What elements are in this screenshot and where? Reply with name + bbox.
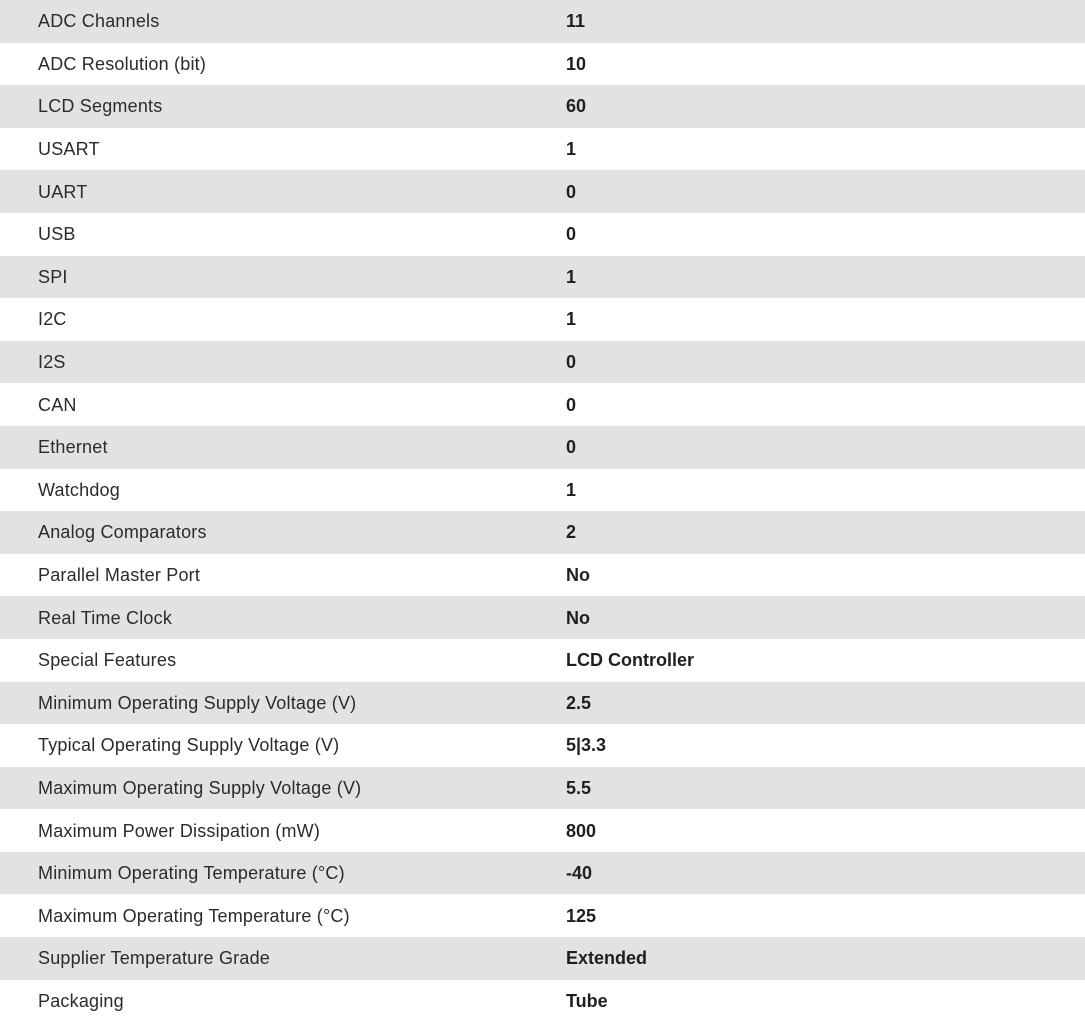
spec-value: 5|3.3 <box>566 735 607 756</box>
spec-row <box>0 937 1085 980</box>
spec-label: Maximum Power Dissipation (mW) <box>38 820 321 841</box>
spec-label: Analog Comparators <box>38 522 207 543</box>
spec-label: LCD Segments <box>38 96 163 117</box>
spec-value: 10 <box>566 53 587 74</box>
spec-row <box>0 596 1085 639</box>
spec-value: 800 <box>566 820 597 841</box>
spec-value: 0 <box>566 224 577 245</box>
spec-label: Real Time Clock <box>38 607 173 628</box>
spec-row <box>0 554 1085 597</box>
spec-value: 125 <box>566 905 597 926</box>
spec-value: 1 <box>566 479 577 500</box>
spec-value: 5.5 <box>566 777 592 798</box>
spec-value: 0 <box>566 352 577 373</box>
spec-row <box>0 0 1085 43</box>
spec-row <box>0 128 1085 171</box>
spec-label: USB <box>38 224 76 245</box>
spec-row <box>0 85 1085 128</box>
spec-label: SPI <box>38 266 68 287</box>
spec-label: Parallel Master Port <box>38 565 201 586</box>
spec-label: Watchdog <box>38 479 120 500</box>
spec-label: Minimum Operating Supply Voltage (V) <box>38 692 357 713</box>
spec-label: Supplier Temperature Grade <box>38 948 270 969</box>
spec-label: Maximum Operating Supply Voltage (V) <box>38 777 362 798</box>
spec-label: USART <box>38 139 100 160</box>
spec-value: 1 <box>566 309 577 330</box>
spec-row <box>0 341 1085 384</box>
spec-row <box>0 256 1085 299</box>
spec-value: 2.5 <box>566 692 592 713</box>
spec-label: Typical Operating Supply Voltage (V) <box>38 735 340 756</box>
spec-row <box>0 298 1085 341</box>
spec-row <box>0 213 1085 256</box>
spec-value: Tube <box>566 990 608 1011</box>
spec-label: Ethernet <box>38 437 108 458</box>
spec-value: 60 <box>566 96 587 117</box>
spec-label: I2S <box>38 352 66 373</box>
spec-row <box>0 724 1085 767</box>
spec-label: Packaging <box>38 990 124 1011</box>
spec-row <box>0 682 1085 725</box>
spec-value: 2 <box>566 522 577 543</box>
spec-value: 0 <box>566 394 577 415</box>
spec-label: Special Features <box>38 650 177 671</box>
spec-row <box>0 639 1085 682</box>
spec-label: ADC Resolution (bit) <box>38 53 207 74</box>
spec-row <box>0 43 1085 86</box>
spec-row <box>0 511 1085 554</box>
spec-row <box>0 894 1085 937</box>
spec-value: LCD Controller <box>566 650 694 671</box>
spec-value: 1 <box>566 266 577 287</box>
spec-value: 0 <box>566 437 577 458</box>
spec-row <box>0 852 1085 895</box>
spec-value: 11 <box>566 11 586 32</box>
spec-row <box>0 767 1085 810</box>
spec-value: No <box>566 607 590 628</box>
spec-label: CAN <box>38 394 77 415</box>
spec-label: Maximum Operating Temperature (°C) <box>38 905 350 926</box>
spec-label: Minimum Operating Temperature (°C) <box>38 863 345 884</box>
spec-label: I2C <box>38 309 67 330</box>
spec-label: UART <box>38 181 88 202</box>
spec-value: 1 <box>566 139 577 160</box>
spec-row <box>0 980 1085 1022</box>
spec-label: ADC Channels <box>38 11 160 32</box>
spec-row <box>0 383 1085 426</box>
spec-value: No <box>566 565 590 586</box>
spec-value: 0 <box>566 181 577 202</box>
spec-value: Extended <box>566 948 648 969</box>
spec-row <box>0 426 1085 469</box>
spec-row <box>0 809 1085 852</box>
spec-row <box>0 170 1085 213</box>
spec-row <box>0 469 1085 512</box>
spec-value: -40 <box>566 863 593 884</box>
